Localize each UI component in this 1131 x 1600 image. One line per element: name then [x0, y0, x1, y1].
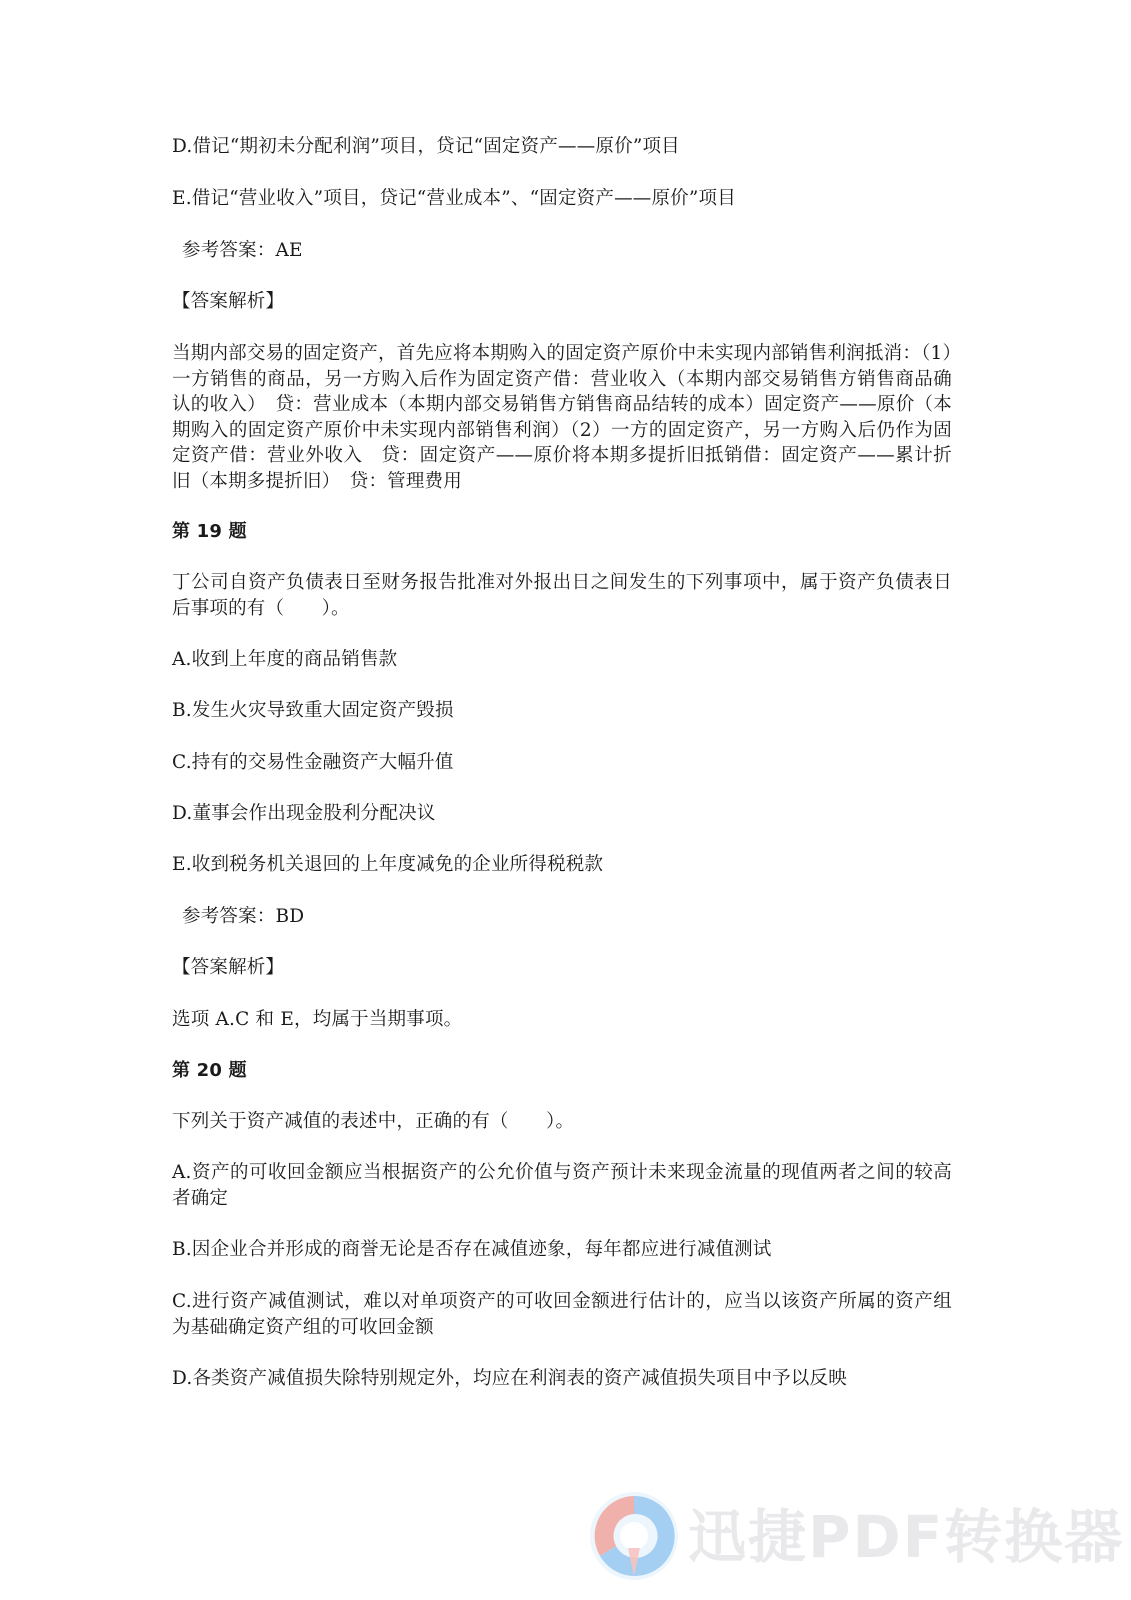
- q18-option-d: D.借记“期初未分配利润”项目，贷记“固定资产——原价”项目: [172, 136, 680, 157]
- watermark: [588, 1490, 1125, 1586]
- q19-option-d: D.董事会作出现金股利分配决议: [172, 803, 436, 824]
- q19-option-a: A.收到上年度的商品销售款: [172, 649, 398, 670]
- q19-option-c: C.持有的交易性金融资产大幅升值: [172, 752, 454, 773]
- q19-stem: 丁公司自资产负债表日至财务报告批准对外报出日之间发生的下列事项中，属于资产负债表日后事项的有（ ）。: [172, 572, 952, 619]
- q19-analysis-text: 选项 A.C 和 E，均属于当期事项。: [172, 1009, 463, 1030]
- q19-title: 第 19 题: [172, 521, 247, 542]
- q20-stem: 下列关于资产减值的表述中，正确的有（ ）。: [172, 1111, 575, 1132]
- q19-analysis-title: 【答案解析】: [172, 957, 285, 978]
- q20-option-b: B.因企业合并形成的商誉无论是否存在减值迹象，每年都应进行减值测试: [172, 1239, 772, 1260]
- watermark-text: 迅捷PDF转换器: [688, 1503, 1125, 1571]
- q19-reference-answer: 参考答案：BD: [182, 906, 305, 927]
- q20-option-a: A.资产的可收回金额应当根据资产的公允价值与资产预计未来现金流量的现值两者之间的较高者确定: [172, 1162, 952, 1209]
- q20-option-c: C.进行资产减值测试，难以对单项资产的可收回金额进行估计的，应当以该资产所属的资产组为基础确定资产组的可收回金额: [172, 1291, 952, 1338]
- q18-reference-answer: 参考答案：AE: [182, 240, 303, 261]
- q18-option-e: E.借记“营业收入”项目，贷记“营业成本”、“固定资产——原价”项目: [172, 188, 736, 209]
- q19-option-b: B.发生火灾导致重大固定资产毁损: [172, 700, 454, 721]
- pdf-converter-logo-icon: [588, 1490, 680, 1582]
- q19-option-e: E.收到税务机关退回的上年度减免的企业所得税税款: [172, 854, 604, 875]
- q18-analysis-text: 当期内部交易的固定资产，首先应将本期购入的固定资产原价中未实现内部销售利润抵消：（1）一方销售的商品，另一方购入后作为固定资产借：营业收入（本期内部交易销售方销售商品确认的收入） 贷：营业成本（本期内部交易销售方销售商品结转的成本）固定资产——原价（本期购入的固定资产原价中未实现内部销售利润）（2）一方的固定资产，另一方购入后仍作为固定资产借：营业外收入 贷：固定资产——原价将本期多提折旧抵销借：固定资产——累计折旧（本期多提折旧） 贷：管理费用: [172, 343, 952, 492]
- q20-title: 第 20 题: [172, 1060, 247, 1081]
- q20-option-d: D.各类资产减值损失除特别规定外，均应在利润表的资产减值损失项目中予以反映: [172, 1368, 847, 1389]
- q18-analysis-title: 【答案解析】: [172, 291, 285, 312]
